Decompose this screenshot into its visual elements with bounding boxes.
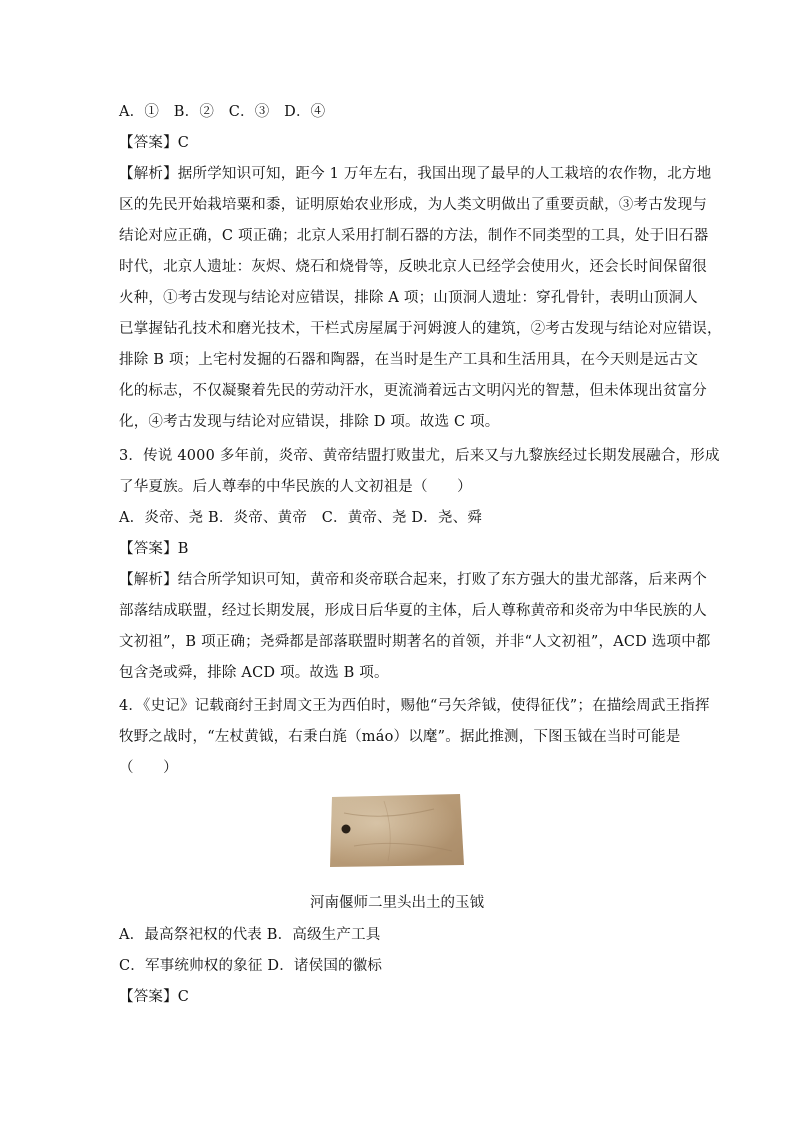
figure-caption: 河南偃师二里头出土的玉钺 (310, 895, 484, 911)
q3-explanation-line: 【解析】结合所学知识可知，黄帝和炎帝联合起来，打败了东方强大的蚩尤部落，后来两个 (119, 572, 707, 588)
q2-explanation-line: 【解析】据所学知识可知，距今 1 万年左右，我国出现了最早的人工栽培的农作物，北方地 (119, 166, 712, 182)
q4-stem: 牧野之战时，“左杖黄钺，右秉白旄（máo）以麾”。据此推测，下图玉钺在当时可能是 (119, 729, 681, 745)
q3-stem: 3．传说 4000 多年前，炎帝、黄帝结盟打败蚩尤，后来又与九黎族经过长期发展融合，形成 (119, 448, 720, 464)
q2-explanation-line: 化，④考古发现与结论对应错误，排除 D 项。故选 C 项。 (119, 414, 500, 430)
q2-explanation-line: 化的标志，不仅凝聚着先民的劳动汗水，更流淌着远古文明闪光的智慧，但未体现出贫富分 (119, 383, 707, 399)
q3-explanation-line: 包含尧或舜，排除 ACD 项。故选 B 项。 (119, 665, 389, 681)
q2-explanation-line: 火种，①考古发现与结论对应错误，排除 A 项；山顶洞人遗址：穿孔骨针，表明山顶洞人 (119, 290, 698, 306)
q2-explanation-line: 已掌握钻孔技术和磨光技术，干栏式房屋属于河姆渡人的建筑，②考古发现与结论对应错误， (119, 321, 722, 337)
q2-explanation-line: 结论对应正确，C 项正确；北京人采用打制石器的方法，制作不同类型的工具，处于旧石器 (119, 228, 709, 244)
q4-answer: 【答案】C (119, 989, 190, 1005)
q2-explanation-line: 排除 B 项；上宅村发掘的石器和陶器，在当时是生产工具和生活用具，在今天则是远古文 (119, 352, 699, 368)
q2-explanation-line: 区的先民开始栽培粟和黍，证明原始农业形成，为人类文明做出了重要贡献，③考古发现与 (119, 197, 707, 213)
q2-explanation-line: 时代，北京人遗址：灰烬、烧石和烧骨等，反映北京人已经学会使用火，还会长时间保留很 (119, 259, 707, 275)
q3-explanation-line: 部落结成联盟，经过长期发展，形成日后华夏的主体，后人尊称黄帝和炎帝为中华民族的人 (119, 603, 707, 619)
q4-stem: 4．《史记》记载商纣王封周文王为西伯时，赐他“弓矢斧钺，使得征伐”；在描绘周武王指挥 (119, 698, 710, 714)
q4-options: A．最高祭祀权的代表 B．高级生产工具 (119, 927, 381, 943)
q4-options: C．军事统帅权的象征 D．诸侯国的徽标 (119, 958, 383, 974)
q2-answer: 【答案】C (119, 135, 190, 151)
q3-explanation-line: 文初祖”，B 项正确；尧舜都是部落联盟时期著名的首领，并非“人文初祖”，ACD 选项中都 (119, 634, 711, 650)
q3-stem: 了华夏族。后人尊奉的中华民族的人文初祖是（ ） (119, 479, 472, 495)
q3-answer: 【答案】B (119, 541, 189, 557)
jade-axe-image (324, 791, 469, 869)
q3-options: A．炎帝、尧 B．炎帝、黄帝 C．黄帝、尧 D．尧、舜 (119, 510, 482, 526)
q2-options: A．① B．② C．③ D．④ (119, 104, 326, 120)
q4-stem: （ ） (119, 760, 178, 776)
